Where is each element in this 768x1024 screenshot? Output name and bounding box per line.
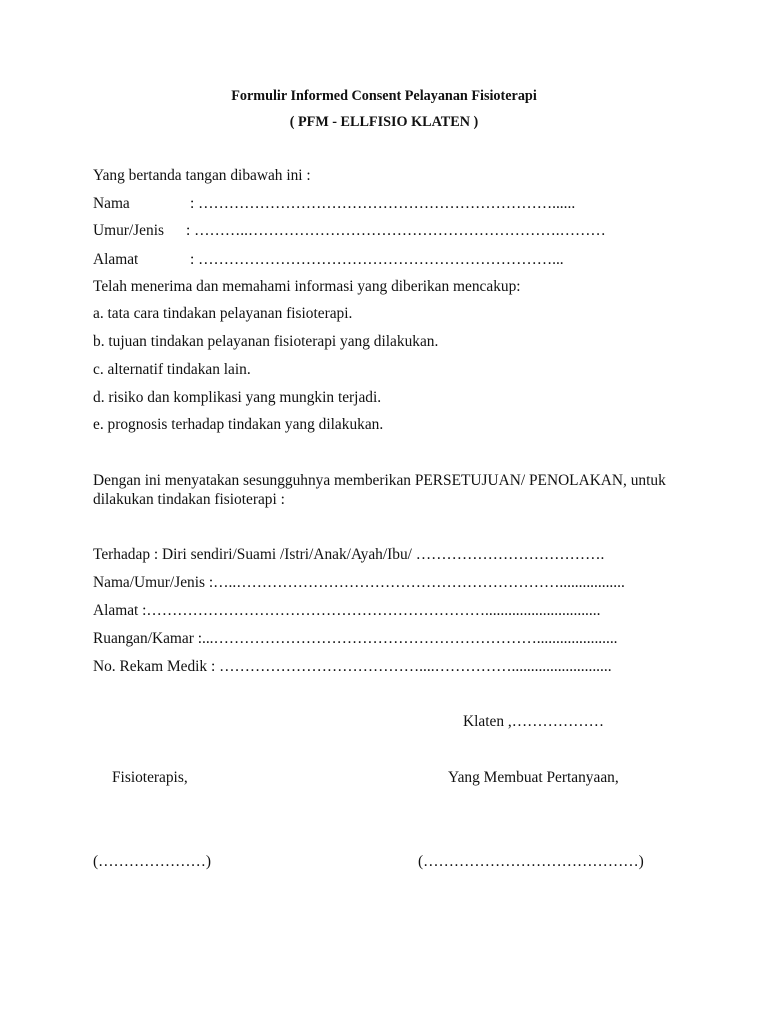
- declarant-signature-blank: (……………………………………): [418, 853, 644, 870]
- patient-relation-field: Terhadap : Diri sendiri/Suami /Istri/Anak/Ayah/Ibu/ ……………………………….: [93, 546, 605, 563]
- info-item-a: a. tata cara tindakan pelayanan fisioterapi.: [93, 305, 353, 322]
- signer-name-blank: : ……………………………………………………………......: [190, 195, 576, 212]
- physiotherapist-role: Fisioterapis,: [112, 769, 188, 786]
- patient-medical-record-field: No. Rekam Medik : …………………………………....……………..........................: [93, 658, 612, 675]
- patient-name-age-gender-field: Nama/Umur/Jenis :…..……………………………………………………….................: [93, 574, 625, 591]
- signer-name-label: Nama: [93, 195, 130, 212]
- signer-age-gender-label: Umur/Jenis: [93, 222, 164, 239]
- form-title: Formulir Informed Consent Pelayanan Fisioterapi: [231, 88, 537, 104]
- info-item-c: c. alternatif tindakan lain.: [93, 361, 251, 378]
- signer-address-label: Alamat: [93, 251, 139, 268]
- info-item-e: e. prognosis terhadap tindakan yang dilakukan.: [93, 416, 384, 433]
- place-date: Klaten ,………………: [463, 713, 605, 730]
- info-item-d: d. risiko dan komplikasi yang mungkin terjadi.: [93, 389, 382, 406]
- statement-line-2: dilakukan tindakan fisioterapi :: [93, 491, 285, 508]
- signer-address-blank: : ……………………………………………………………...: [190, 251, 564, 268]
- physiotherapist-signature-blank: (…………………): [93, 853, 211, 870]
- signer-age-gender-blank: : ………..…………………………………………………….………: [186, 222, 606, 239]
- info-item-b: b. tujuan tindakan pelayanan fisioterapi yang dilakukan.: [93, 333, 439, 350]
- statement-line-1: Dengan ini menyatakan sesungguhnya memberikan PERSETUJUAN/ PENOLAKAN, untuk: [93, 472, 666, 489]
- signer-intro: Yang bertanda tangan dibawah ini :: [93, 167, 311, 184]
- info-intro: Telah menerima dan memahami informasi yang diberikan mencakup:: [93, 278, 521, 295]
- declarant-role: Yang Membuat Pertanyaan,: [448, 769, 619, 786]
- patient-room-field: Ruangan/Kamar :...……………………………………………………….....................: [93, 630, 618, 647]
- patient-address-field: Alamat :…………………………………………………………..............................: [93, 602, 601, 619]
- form-subtitle: ( PFM - ELLFISIO KLATEN ): [289, 114, 479, 130]
